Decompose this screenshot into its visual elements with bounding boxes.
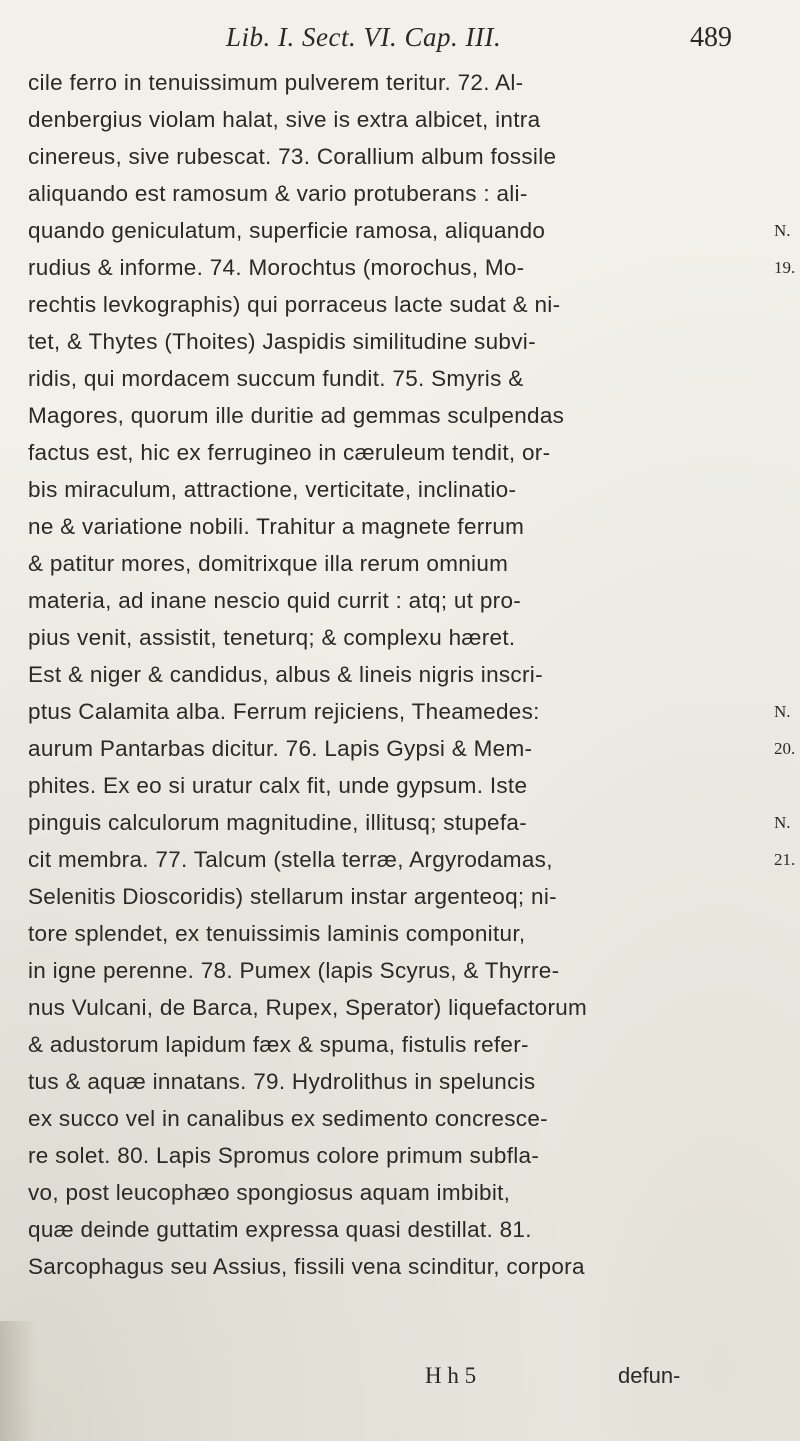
text-line: tus & aquæ innatans. 79. Hydrolithus in speluncis	[28, 1069, 536, 1094]
text-line: nus Vulcani, de Barca, Rupex, Sperator) liquefactorum	[28, 995, 588, 1020]
text-line: ptus Calamita alba. Ferrum rejiciens, Theamedes:	[28, 699, 540, 724]
page-header	[180, 14, 740, 66]
catchword: defun-	[618, 1363, 681, 1388]
text-line: rudius & informe. 74. Morochtus (morochus, Mo-	[28, 255, 525, 280]
text-line: ridis, qui mordacem succum fundit. 75. Smyris &	[28, 366, 524, 391]
text-line: denbergius violam halat, sive is extra albicet, intra	[28, 107, 541, 132]
text-line: Magores, quorum ille duritie ad gemmas sculpendas	[28, 403, 565, 428]
text-line: pinguis calculorum magnitudine, illitusq; stupefa-	[28, 810, 528, 835]
text-line: tet, & Thytes (Thoites) Jaspidis similitudine subvi-	[28, 329, 536, 354]
text-line: cile ferro in tenuissimum pulverem teritur. 72. Al-	[28, 70, 524, 95]
text-line: vo, post leucophæo spongiosus aquam imbibit,	[28, 1180, 511, 1205]
margin-note: 19.	[774, 258, 796, 277]
text-line: aliquando est ramosum & vario protuberans : ali-	[28, 181, 528, 206]
text-line: cinereus, sive rubescat. 73. Corallium album fossile	[28, 144, 557, 169]
text-line: aurum Pantarbas dicitur. 76. Lapis Gypsi & Mem-	[28, 736, 533, 761]
margin-note: N.	[774, 702, 791, 721]
text-line: Sarcophagus seu Assius, fissili vena scinditur, corpora	[28, 1254, 585, 1279]
margin-note: 20.	[774, 739, 796, 758]
text-line: bis miraculum, attractione, verticitate, inclinatio-	[28, 477, 517, 502]
text-line: in igne perenne. 78. Pumex (lapis Scyrus, & Thyrre-	[28, 958, 560, 983]
text-line: ex succo vel in canalibus ex sedimento concresce-	[28, 1106, 548, 1131]
margin-note: 21.	[774, 850, 796, 869]
text-line: Est & niger & candidus, albus & lineis nigris inscri-	[28, 662, 543, 687]
margin-note: N.	[774, 221, 791, 240]
text-line: quæ deinde guttatim expressa quasi destillat. 81.	[28, 1217, 532, 1242]
signature-mark: H h 5	[425, 1363, 477, 1388]
text-line: ne & variatione nobili. Trahitur a magnete ferrum	[28, 514, 525, 539]
text-line: cit membra. 77. Talcum (stella terræ, Argyrodamas,	[28, 847, 553, 872]
text-line: materia, ad inane nescio quid currit : atq; ut pro-	[28, 588, 522, 613]
page-number: 489	[690, 22, 732, 53]
text-line: & adustorum lapidum fæx & spuma, fistulis refer-	[28, 1032, 529, 1057]
text-line: re solet. 80. Lapis Spromus colore primum subfla-	[28, 1143, 540, 1168]
text-line: quando geniculatum, superficie ramosa, aliquando	[28, 218, 546, 243]
page-footer	[0, 1363, 800, 1403]
text-line: factus est, hic ex ferrugineo in cæruleum tendit, or-	[28, 440, 551, 465]
running-head: Lib. I. Sect. VI. Cap. III.	[226, 22, 502, 52]
text-line: pius venit, assistit, teneturq; & complexu hæret.	[28, 625, 516, 650]
text-line: & patitur mores, domitrixque illa rerum omnium	[28, 551, 509, 576]
text-line: Selenitis Dioscoridis) stellarum instar argenteoq; ni-	[28, 884, 557, 909]
text-line: phites. Ex eo si uratur calx fit, unde gypsum. Iste	[28, 773, 528, 798]
text-line: tore splendet, ex tenuissimis laminis componitur,	[28, 921, 526, 946]
page-edge-shadow	[0, 1321, 36, 1441]
margin-note: N.	[774, 813, 791, 832]
text-line: rechtis levkographis) qui porraceus lacte sudat & ni-	[28, 292, 561, 317]
